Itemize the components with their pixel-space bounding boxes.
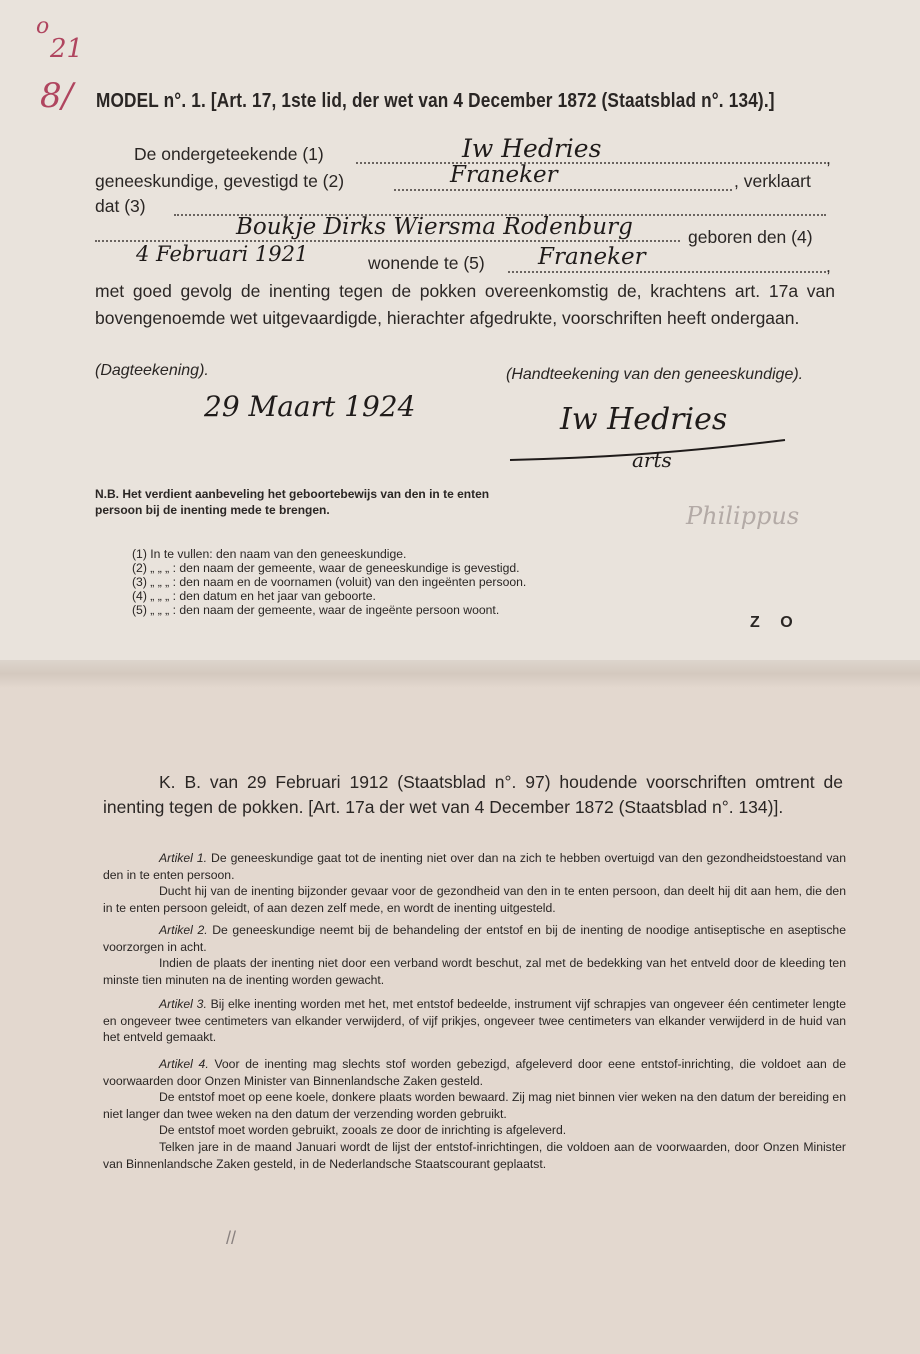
signature: Iw Hedries	[560, 402, 728, 437]
signature-caption: (Handteekening van den geneeskundige).	[506, 366, 804, 383]
footnote-text: „ „ „ : den naam en de voornamen (voluit) van den ingeënten persoon.	[150, 575, 527, 589]
form-line4-end: geboren den (4)	[688, 227, 813, 247]
form-line5-label: wonende te (5)	[368, 253, 485, 273]
handwritten-doctor: Iw Hedries	[462, 134, 602, 163]
margin-note-o: o	[36, 14, 50, 39]
footnote-num: (1)	[132, 547, 147, 561]
date-caption: (Dagteekening).	[95, 362, 209, 379]
form-line3-label: dat (3)	[95, 196, 146, 216]
form-line1-label: De ondergeteekende (1)	[134, 144, 324, 164]
footnote-num: (3)	[132, 575, 147, 589]
handwritten-residence: Franeker	[450, 162, 558, 188]
signature-title: arts	[632, 448, 672, 472]
footnote-2	[132, 562, 520, 576]
article-paragraph: De geneeskundige gaat tot de inenting niet over dan na zich te hebben overtuigd van den gezondheidstoestand van den in te enten persoon.	[103, 851, 846, 882]
article-paragraph: De geneeskundige neemt bij de behandeling der entstof en bij de inenting de noodige antiseptische en aseptische voorzorgen in acht.	[103, 923, 846, 954]
article-label: Artikel 3.	[159, 997, 207, 1011]
article-paragraph: De entstof moet op eene koele, donkere plaats worden bewaard. Zij mag niet binnen vier weken na den datum der bereiding en niet langer dan twee weken na den datum der verzending worden gebruikt.	[103, 1090, 846, 1121]
comma-5: ,	[826, 256, 831, 276]
article-label: Artikel 2.	[159, 923, 208, 937]
footnote-1	[132, 548, 406, 562]
article-4	[103, 1056, 846, 1172]
article-label: Artikel 4.	[159, 1057, 209, 1071]
article-paragraph: De entstof moet worden gebruikt, zooals ze door de inrichting is afgeleverd.	[159, 1123, 567, 1138]
pencil-name: Philippus	[686, 502, 800, 530]
article-paragraph: Voor de inenting mag slechts stof worden gebezigd, afgeleverd door eene entstof-inrichting, die voldoet aan de voorwaarden door Onzen Minister van Binnenlandsche Zaken gesteld.	[103, 1057, 846, 1088]
paper-fold	[0, 660, 920, 688]
footnote-text: In te vullen: den naam van den geneeskundige.	[150, 547, 407, 561]
comma-1: ,	[826, 148, 831, 168]
handwritten-home: Franeker	[538, 244, 646, 270]
footnote-num: (2)	[132, 561, 147, 575]
article-2	[103, 922, 846, 988]
margin-note-number: 21	[50, 34, 84, 64]
article-1	[103, 850, 846, 916]
article-paragraph: Bij elke inenting worden met het, met entstof bedeelde, instrument vijf schrapjes van ongeveer één centimeter lengte en ongeveer twee centimeters van elkander verwijderd, of vijf prikjes, ongeveer twee centimeters van elkander verwijderd in de huid van het entveld gemaakt.	[103, 997, 846, 1045]
handwritten-person: Boukje Dirks Wiersma Rodenburg	[236, 214, 633, 240]
article-3	[103, 996, 846, 1046]
footnote-text: „ „ „ : den datum en het jaar van geboorte.	[150, 589, 376, 603]
article-label: Artikel 1.	[159, 851, 208, 865]
footnote-4	[132, 590, 376, 604]
handwritten-date: 29 Maart 1924	[204, 390, 416, 423]
handwritten-birth-date: 4 Februari 1921	[136, 242, 309, 266]
form-body: met goed gevolg de inenting tegen de pokken overeenkomstig de, krachtens art. 17a van bovengenoemde wet uitgevaardigde, hierachter afgedrukte, voorschriften heeft ondergaan.	[95, 281, 835, 328]
footnote-3	[132, 576, 526, 590]
footnote-num: (4)	[132, 589, 147, 603]
footnote-text: „ „ „ : den naam der gemeente, waar de geneeskundige is gevestigd.	[150, 561, 520, 575]
fill-line-5	[508, 271, 826, 273]
footnote-num: (5)	[132, 603, 147, 617]
footnote-5	[132, 604, 499, 618]
article-paragraph: Ducht hij van de inenting bijzonder gevaar voor de gezondheid van den in te enten persoon, dan deelt hij dit aan hem, die den in te enten persoon geleidt, of aan dezen zelf mede, en wordt de inenting uitgesteld.	[103, 884, 846, 915]
article-paragraph: Telken jare in de maand Januari wordt de lijst der entstof-inrichtingen, die voldoen aan de voorwaarden, door Onzen Minister van Binnenlandsche Zaken gesteld, in de Nederlandsche Staatscourant geplaatst.	[103, 1139, 846, 1171]
nb-note: N.B. Het verdient aanbeveling het geboortebewijs van den in te enten persoon bij de inenting mede te brengen.	[95, 487, 490, 517]
article-paragraph: Indien de plaats der inenting niet door een verband wordt beschut, zal met de bedekking van het entveld door de kleeding ten minste tien minuten na de inenting worden gewacht.	[103, 956, 846, 987]
footnote-text: „ „ „ : den naam der gemeente, waar de ingeënte persoon woont.	[150, 603, 500, 617]
form-line2-end: , verklaart	[734, 171, 811, 191]
corner-mark: Z O	[750, 614, 801, 631]
bottom-mark: //	[226, 1228, 237, 1248]
model-title: MODEL n°. 1. [Art. 17, 1ste lid, der wet van 4 December 1872 (Staatsblad n°. 134).]	[96, 90, 775, 112]
kb-heading: K. B. van 29 Februari 1912 (Staatsblad n°. 97) houdende voorschriften omtrent de inenting tegen de pokken. [Art. 17a der wet van 4 December 1872 (Staatsblad n°. 134)].	[103, 772, 843, 818]
fill-line-2	[394, 189, 732, 191]
margin-note-fraction: 8/	[40, 76, 74, 116]
form-line2-label: geneeskundige, gevestigd te (2)	[95, 171, 345, 191]
